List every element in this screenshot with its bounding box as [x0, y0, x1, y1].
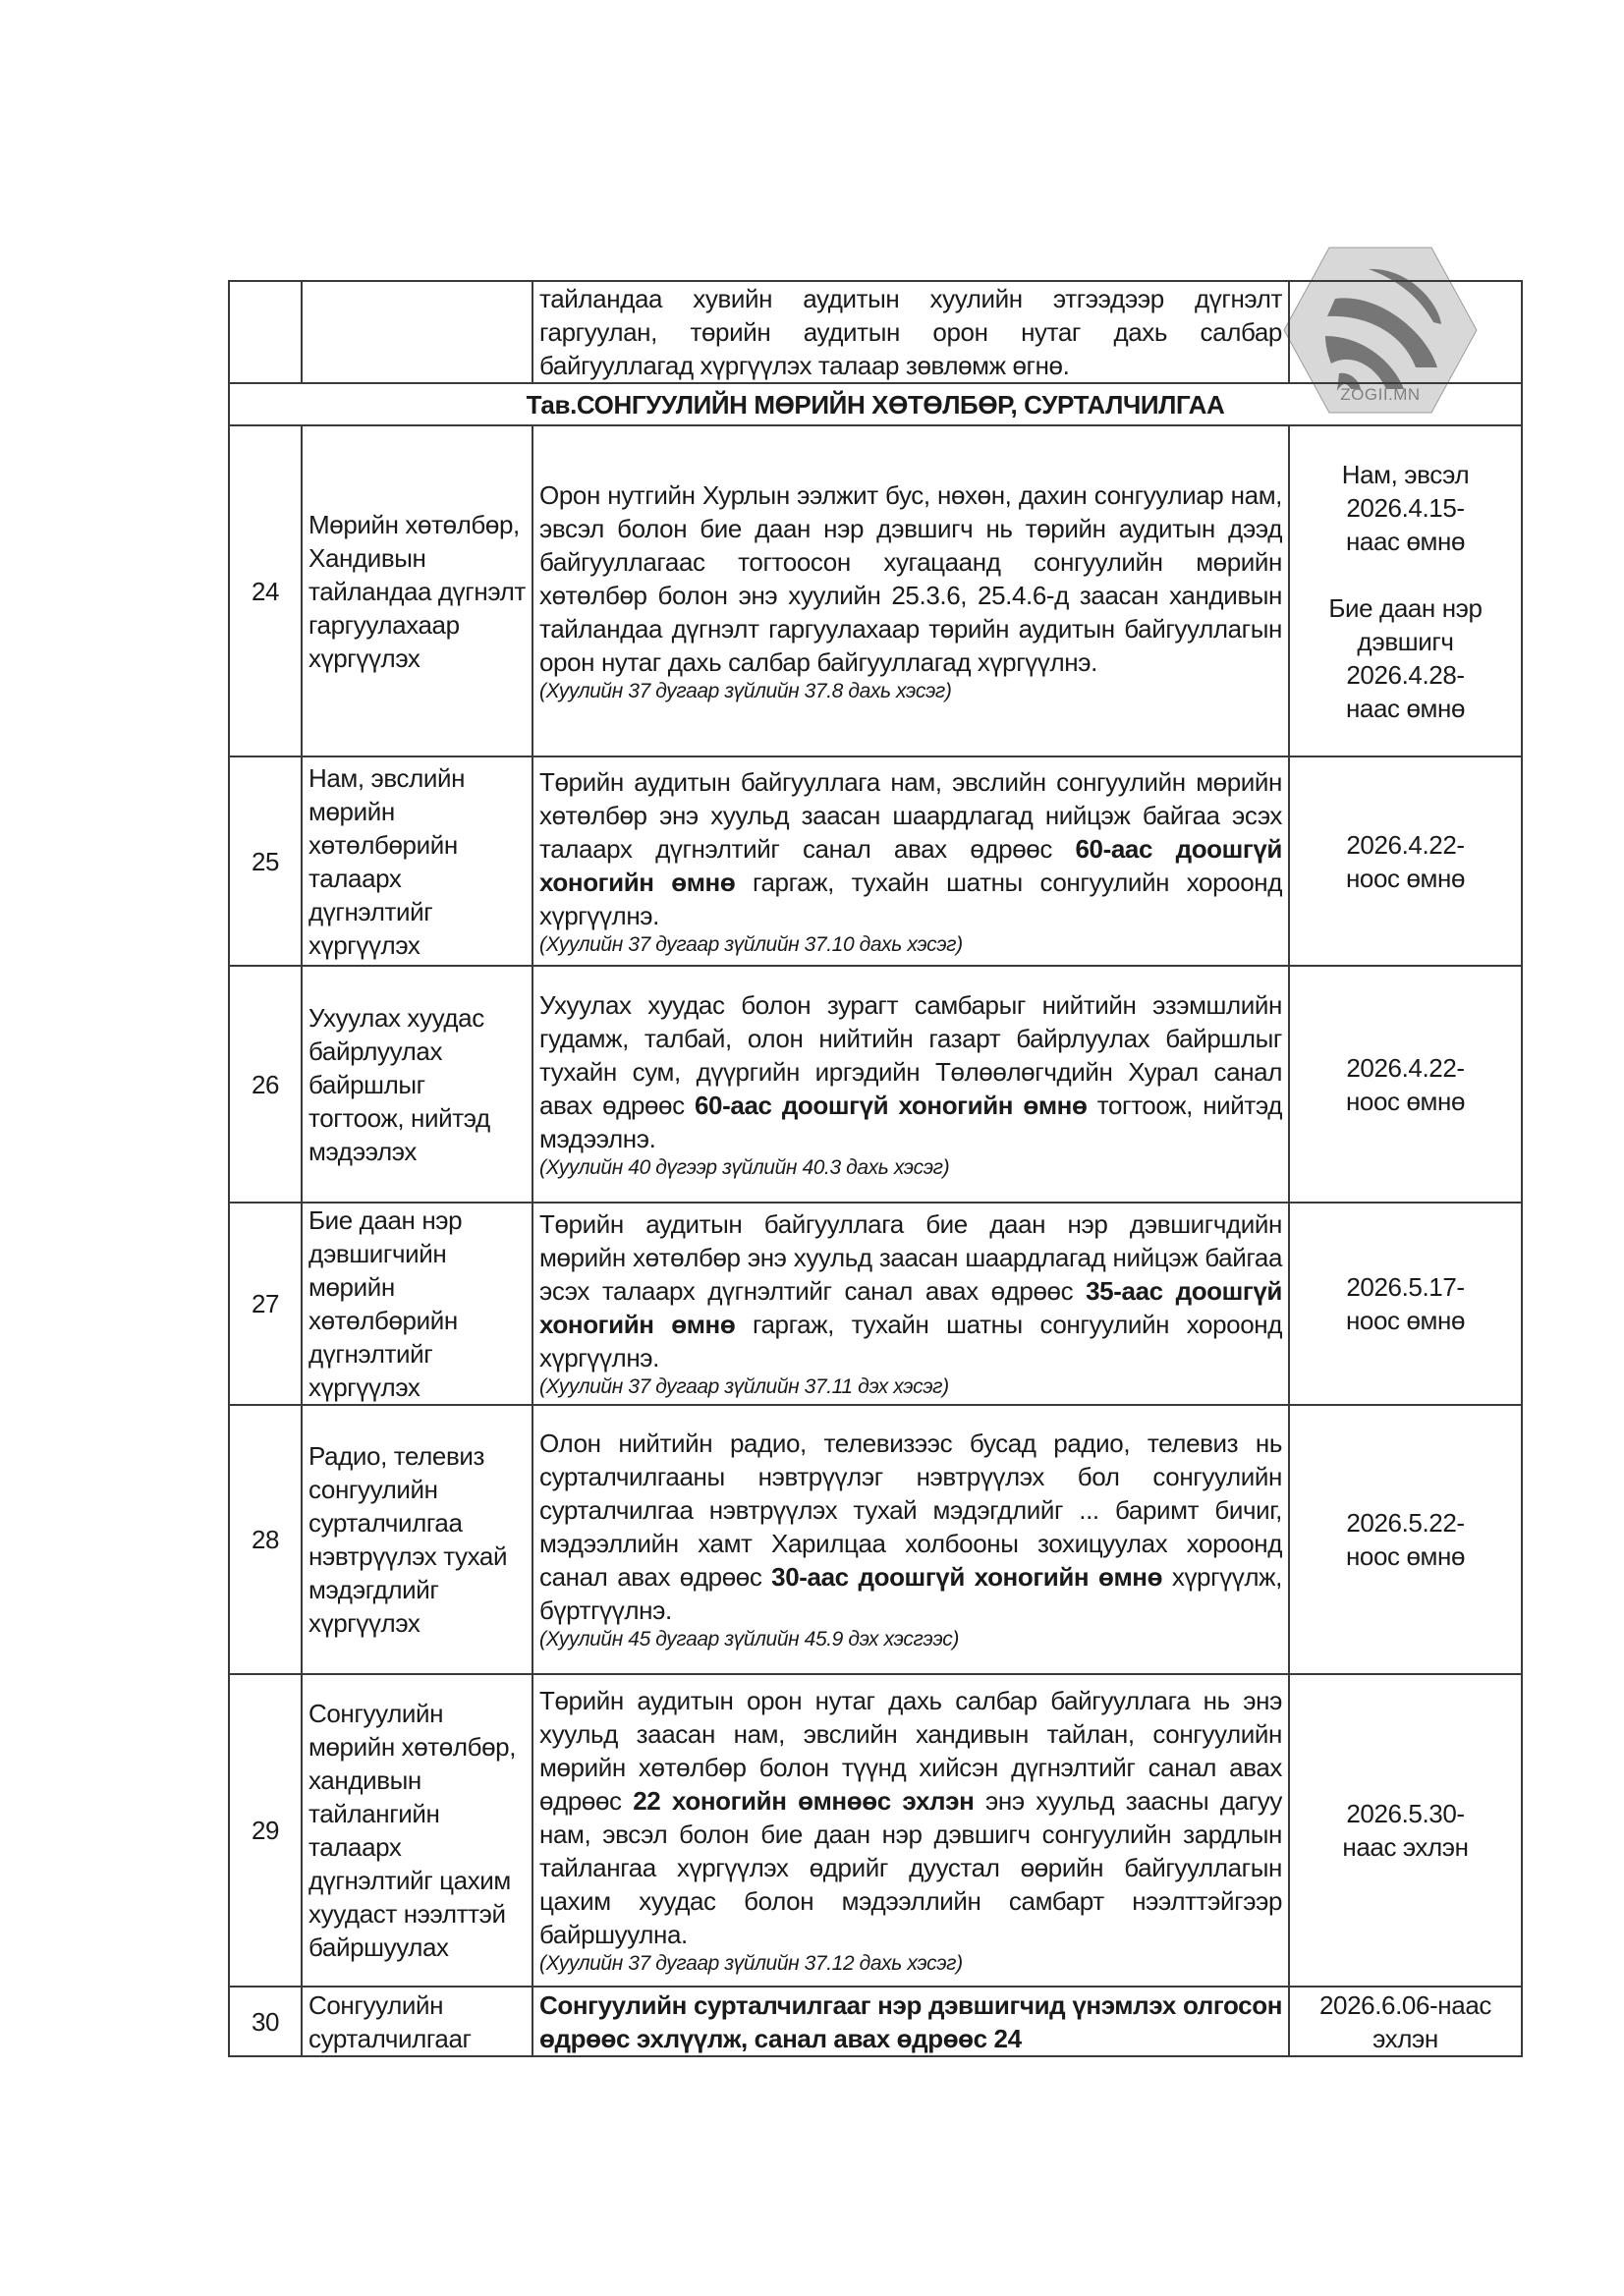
law-reference: (Хуулийн 45 дугаар зүйлийн 45.9 дэх хэсгээс) — [539, 1628, 959, 1651]
row-date: 2026.4.22- ноос өмнө — [1289, 756, 1522, 966]
table-row — [229, 1405, 1522, 1674]
schedule-table — [228, 280, 1523, 2057]
row-date: 2026.5.17- ноос өмнө — [1289, 1203, 1522, 1405]
table-row — [229, 1987, 1522, 2056]
row-number: 24 — [229, 425, 302, 756]
row-number: 26 — [229, 966, 302, 1203]
table-row — [229, 1203, 1522, 1405]
row-date: 2026.6.06-наас эхлэн — [1289, 1987, 1522, 2056]
row-number: 29 — [229, 1674, 302, 1987]
table-row — [229, 1674, 1522, 1987]
row-description: Ухуулах хуудас болон зурагт самбарыг нийтийн эзэмшлийн гудамж, талбай, олон нийтийн газарт байрлуулах байршлыг тухайн сум, дүүргийн иргэдийн Төлөөлөгчдийн Хурал санал авах өдрөөс 60-аас доошгүй хоногийн өмнө тогтоож, нийтэд мэдээлнэ. (Хуулийн 40 дүгээр зүйлийн 40.3 дахь хэсэг) — [532, 966, 1289, 1203]
watermark-text: ZOGII.MN — [1340, 385, 1421, 404]
row-number — [229, 281, 302, 383]
table-row — [229, 756, 1522, 966]
row-description: Төрийн аудитын байгууллага нам, эвслийн сонгуулийн мөрийн хөтөлбөр энэ хуульд заасан шаардлагад нийцэж байгаа эсэх талаарх дүгнэлтийг санал авах өдрөөс 60-аас доошгүй хоногийн өмнө гаргаж, тухайн шатны сонгуулийн хороонд хүргүүлнэ. (Хуулийн 37 дугаар зүйлийн 37.10 дахь хэсэг) — [532, 756, 1289, 966]
row-date: Нам, эвсэл 2026.4.15- наас өмнө Бие даан нэр дэвшигч 2026.4.28- наас өмнө — [1289, 425, 1522, 756]
row-number: 25 — [229, 756, 302, 966]
section-header-row — [229, 383, 1522, 425]
row-title: Радио, телевиз сонгуулийн сурталчилгаа нэвтрүүлэх тухай мэдэгдлийг хүргүүлэх — [302, 1405, 532, 1674]
row-description: Орон нутгийн Хурлын ээлжит бус, нөхөн, дахин сонгуулиар нам, эвсэл болон бие даан нэр дэвшигч нь төрийн аудитын дээд байгууллагаас тогтоосон хугацаанд сонгуулийн мөрийн хөтөлбөр болон энэ хуулийн 25.3.6, 25.4.6-д заасан хандивын тайландаа дүгнэлт гаргуулахаар төрийн аудитын байгууллагын орон нутаг дахь салбар байгууллагад хүргүүлнэ. (Хуулийн 37 дугаар зүйлийн 37.8 дахь хэсэг) — [532, 425, 1289, 756]
row-title: Сонгуулийн сурталчилгааг — [302, 1987, 532, 2056]
row-date: 2026.4.22- ноос өмнө — [1289, 966, 1522, 1203]
row-date: 2026.5.30- наас эхлэн — [1289, 1674, 1522, 1987]
law-reference: (Хуулийн 37 дугаар зүйлийн 37.10 дахь хэсэг) — [539, 932, 963, 956]
row-number: 28 — [229, 1405, 302, 1674]
row-title: Мөрийн хөтөлбөр, Хандивын тайландаа дүгнэлт гаргуулахаар хүргүүлэх — [302, 425, 532, 756]
row-description: Олон нийтийн радио, телевизээс бусад радио, телевиз нь сурталчилгааны нэвтрүүлэг нэвтрүүлэх бол сонгуулийн сурталчилгаа нэвтрүүлэх тухай мэдэгдлийг ... баримт бичиг, мэдээллийн хамт Харилцаа холбооны зохицуулах хороонд санал авах өдрөөс 30-аас доошгүй хоногийн өмнө хүргүүлж, бүртгүүлнэ. (Хуулийн 45 дугаар зүйлийн 45.9 дэх хэсгээс) — [532, 1405, 1289, 1674]
row-number: 30 — [229, 1987, 302, 2056]
law-reference: (Хуулийн 40 дүгээр зүйлийн 40.3 дахь хэсэг) — [539, 1155, 950, 1179]
row-title — [302, 281, 532, 383]
table-row — [229, 966, 1522, 1203]
row-date — [1289, 281, 1522, 383]
row-title: Ухуулах хуудас байрлуулах байршлыг тогтоож, нийтэд мэдээлэх — [302, 966, 532, 1203]
law-reference: (Хуулийн 37 дугаар зүйлийн 37.11 дэх хэсэг) — [539, 1375, 949, 1398]
row-description: Төрийн аудитын байгууллага бие даан нэр дэвшигчдийн мөрийн хөтөлбөр энэ хуульд заасан шаардлагад нийцэж байгаа эсэх талаарх дүгнэлтийг санал авах өдрөөс 35-аас доошгүй хоногийн өмнө гаргаж, тухайн шатны сонгуулийн хороонд хүргүүлнэ. (Хуулийн 37 дугаар зүйлийн 37.11 дэх хэсэг) — [532, 1203, 1289, 1405]
row-title: Сонгуулийн мөрийн хөтөлбөр, хандивын тайлангийн талаарх дүгнэлтийг цахим хуудаст нээлттэй байршуулах — [302, 1674, 532, 1987]
row-description: тайландаа хувийн аудитын хуулийн этгээдээр дүгнэлт гаргуулан, төрийн аудитын орон нутаг дахь салбар байгууллагад хүргүүлэх талаар зөвлөмж өгнө. — [532, 281, 1289, 383]
law-reference: (Хуулийн 37 дугаар зүйлийн 37.8 дахь хэсэг) — [539, 679, 952, 702]
row-description: Төрийн аудитын орон нутаг дахь салбар байгууллага нь энэ хуульд заасан нам, эвслийн хандивын тайлан, сонгуулийн мөрийн хөтөлбөр болон түүнд хийсэн дүгнэлтийг санал авах өдрөөс 22 хоногийн өмнөөс эхлэн энэ хуульд заасны дагуу нам, эвсэл болон бие даан нэр дэвшигч сонгуулийн зардлын тайлангаа хүргүүлэх өдрийг дуустал өөрийн байгууллагын цахим хуудас болон мэдээллийн самбарт нээлттэйгээр байршуулна. (Хуулийн 37 дугаар зүйлийн 37.12 дахь хэсэг) — [532, 1674, 1289, 1987]
row-title: Нам, эвслийн мөрийн хөтөлбөрийн талаарх дүгнэлтийг хүргүүлэх — [302, 756, 532, 966]
law-reference: (Хуулийн 37 дугаар зүйлийн 37.12 дахь хэсэг) — [539, 1952, 963, 1975]
row-date: 2026.5.22- ноос өмнө — [1289, 1405, 1522, 1674]
section-header: Тав.СОНГУУЛИЙН МӨРИЙН ХӨТӨЛБӨР, СУРТАЛЧИЛГАА — [229, 383, 1522, 425]
row-number: 27 — [229, 1203, 302, 1405]
row-title: Бие даан нэр дэвшигчийн мөрийн хөтөлбөрийн дүгнэлтийг хүргүүлэх — [302, 1203, 532, 1405]
row-description: Сонгуулийн сурталчилгааг нэр дэвшигчид үнэмлэх олгосон өдрөөс эхлүүлж, санал авах өдрөөс 24 — [532, 1987, 1289, 2056]
table-row-continued — [229, 281, 1522, 383]
table-row — [229, 425, 1522, 756]
